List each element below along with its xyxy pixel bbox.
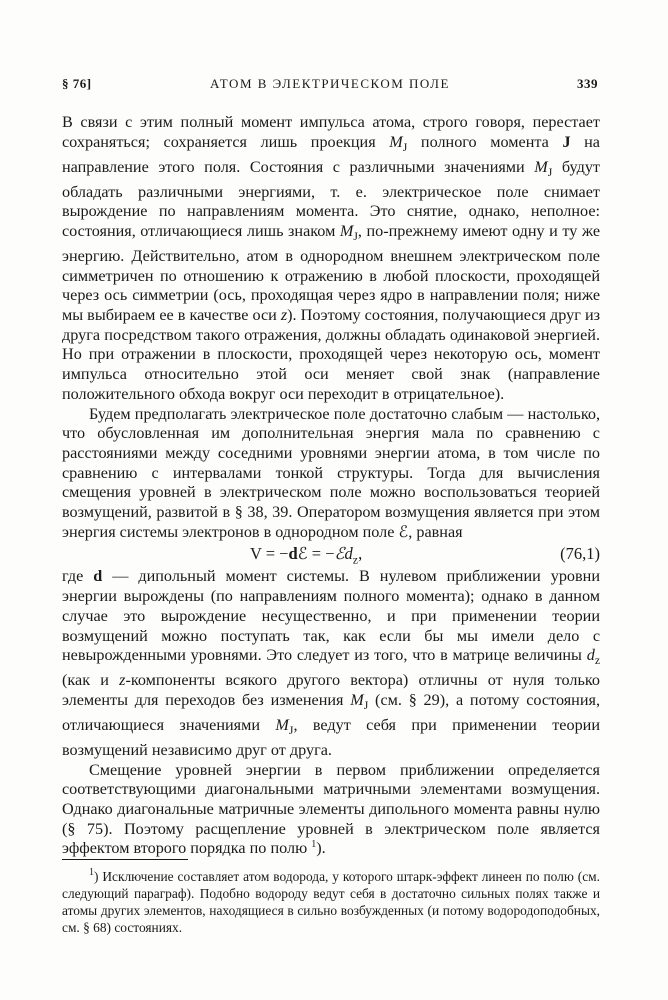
paragraph-3: где d — дипольный момент системы. В нулевом приближении уровни энергии вырождены (по направлениям полного момента); однако в данном случае это вырождение несущественно, и при применении теории возмущений можно поступать так, как если бы мы имели дело с невырожденными уровнями. Это следует из того, что в матрице величины $d_z$ (как и z-компоненты всякого другого вектора) отличны от нуля только элементы для переходов без изменения $M_J$ (см. § 29), а потому состояния, отличающиеся значениями $M_J$, ведут себя при применении теории возмущений независимо друг от друга. — [62, 567, 600, 759]
running-header — [62, 76, 598, 98]
page-number: 339 — [577, 76, 598, 91]
main-text — [62, 113, 600, 859]
equation-76-1 — [62, 543, 600, 566]
footnote — [62, 868, 600, 936]
equation-expression: V = −dℰ = −ℰd$_z$, — [250, 544, 363, 567]
header-title: АТОМ В ЭЛЕКТРИЧЕСКОМ ПОЛЕ — [210, 76, 450, 91]
equation-number: (76,1) — [560, 544, 600, 564]
paragraph-4: Смещение уровней энергии в первом приближении определяется соответствующими диагональными матричными элементами возмущения. Однако диагональные матричные элементы дипольного момента равны нулю (§ 75). Поэтому расщепление уровней в электрическом поле является эффектом второго порядка по полю $^1$). — [62, 760, 600, 858]
header-section-ref: § 76] — [62, 76, 92, 91]
paragraph-1: В связи с этим полный момент импульса атома, строго говоря, перестает сохраняться; сохраняется лишь проекция $M_J$ полного момента J на направление этого поля. Состояния с различными значениями $M_J$ будут обладать различными энергиями, т. е. электрическое поле снимает вырождение по направлениям момента. Это снятие, однако, неполное: состояния, отличающиеся лишь знаком $M_J$, по-прежнему имеют одну и ту же энергию. Действительно, атом в однородном внешнем электрическом поле симметричен по отношению к отражению в любой плоскости, проходящей через ось симметрии (ось, проходящая через ядро в направлении поля; ниже мы выбираем ее в качестве оси z). Поэтому состояния, получающиеся друг из друга посредством такого отражения, должны обладать одинаковой энергией. Но при отражении в плоскости, проходящей через некоторую ось, момент импульса относительно этой оси меняет свой знак (направление положительного обхода вокруг оси переходит в отрицательное). — [62, 113, 601, 403]
footnote-separator — [62, 859, 188, 860]
footnote-text: $^1$) Исключение составляет атом водорода, у которого штарк-эффект линеен по полю (см. следующий параграф). Подобно водороду ведут себя в достаточно сильных полях также и атомы других элементов, находящиеся в сильно возбужденных (и потому водородоподобных, см. § 68) состояниях. — [62, 867, 600, 935]
paragraph-2: Будем предполагать электрическое поле достаточно слабым — настолько, что обусловленная им дополнительная энергия мала по сравнению с расстояниями между соседними уровнями энергии атома, в том числе по сравнению с интервалами тонкой структуры. Тогда для вычисления смещения уровней в электрическом поле можно воспользоваться теорией возмущений, развитой в § 38, 39. Оператором возмущения является при этом энергия системы электронов в однородном поле ℰ, равная — [62, 404, 600, 541]
